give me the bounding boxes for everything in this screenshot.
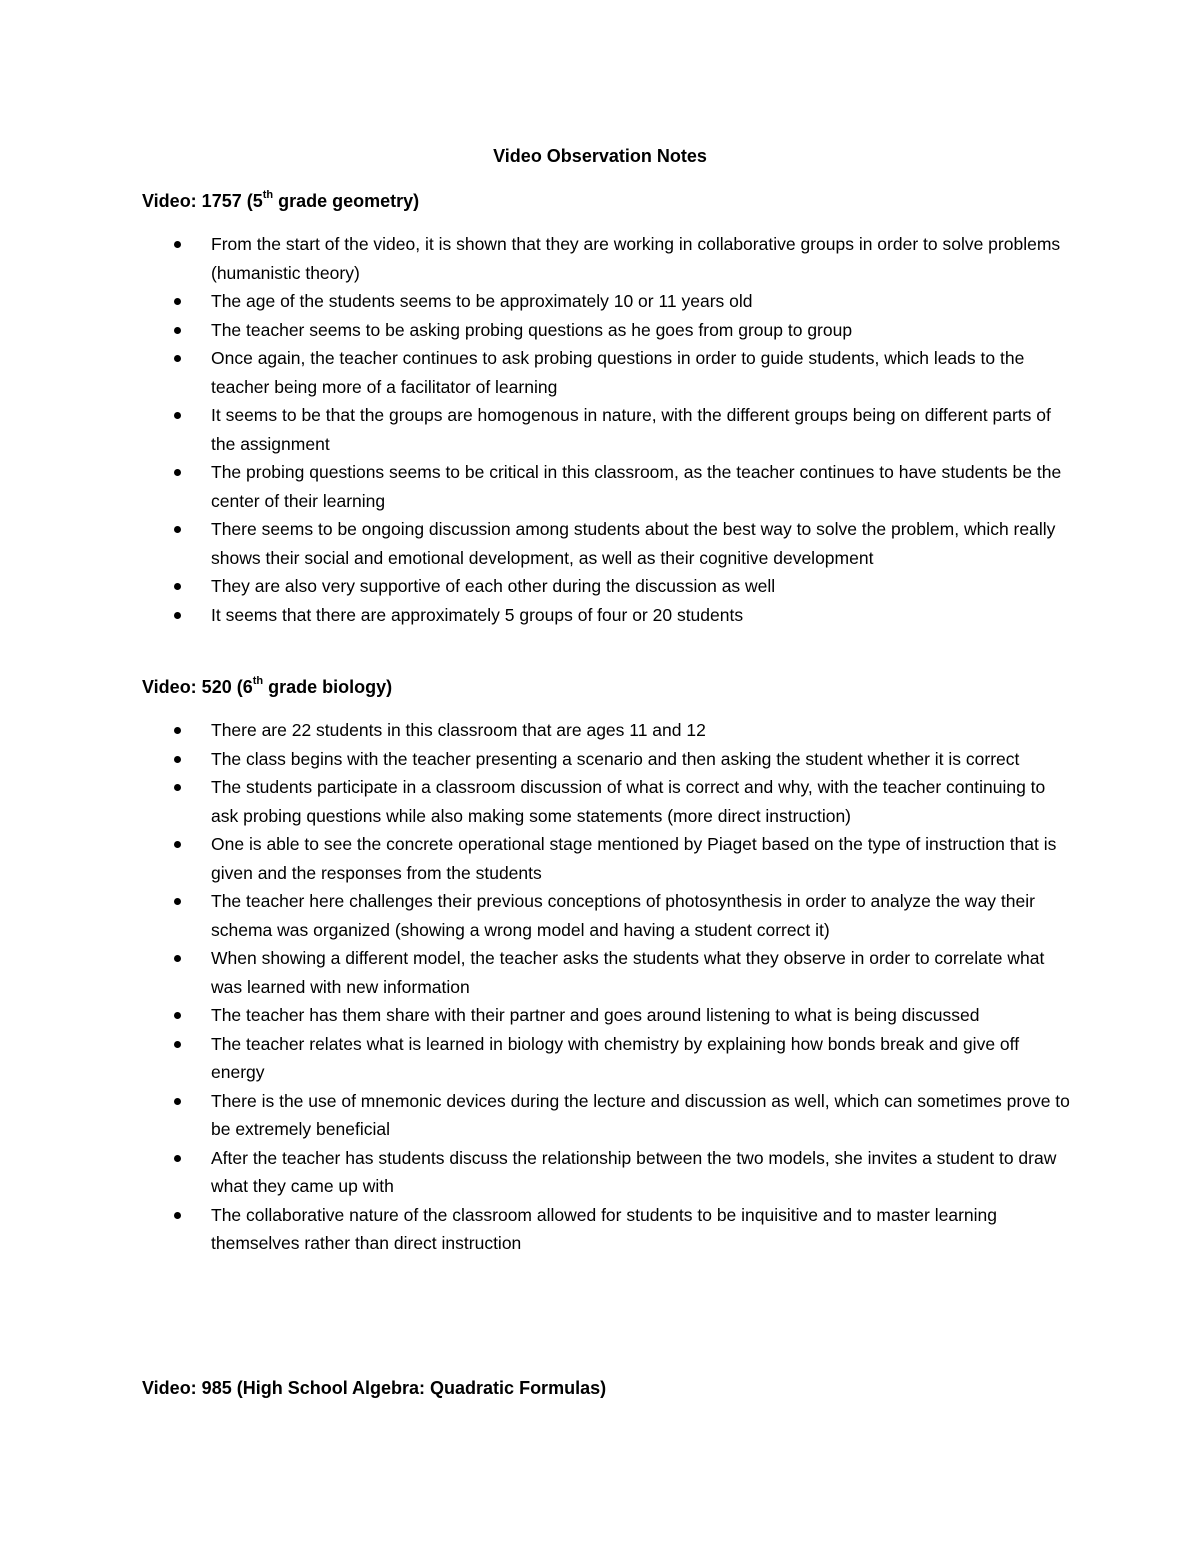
bullet-icon <box>174 469 181 476</box>
section-heading-text: Video: 985 (High School Algebra: Quadratic Formulas) <box>142 1378 607 1398</box>
bullet-icon <box>174 1098 181 1105</box>
bullet-icon <box>174 526 181 533</box>
bullet-text: There seems to be ongoing discussion among students about the best way to solve the problem, which really shows their social and emotional development, as well as their cognitive development <box>211 519 1056 568</box>
bullet-item <box>0 401 1200 458</box>
bullet-item <box>0 1030 1200 1087</box>
bullet-icon <box>174 1012 181 1019</box>
bullet-icon <box>174 298 181 305</box>
bullet-icon <box>174 898 181 905</box>
bullet-item <box>0 458 1200 515</box>
bullet-icon <box>174 1212 181 1219</box>
bullet-item <box>0 1087 1200 1144</box>
bullet-icon <box>174 1041 181 1048</box>
section-heading-text: Video: 520 (6 <box>142 677 253 697</box>
bullet-item <box>0 344 1200 401</box>
bullet-text: One is able to see the concrete operational stage mentioned by Piaget based on the type of instruction that is given and the responses from the students <box>211 834 1057 883</box>
bullet-text: The probing questions seems to be critical in this classroom, as the teacher continues to have students be the center of their learning <box>211 462 1062 511</box>
bullet-item <box>0 230 1200 287</box>
section-heading-video-985 <box>142 1375 606 1401</box>
bullet-text: There are 22 students in this classroom that are ages 11 and 12 <box>211 720 706 740</box>
bullet-item <box>0 887 1200 944</box>
bullet-item <box>0 944 1200 1001</box>
bullet-icon <box>174 355 181 362</box>
bullet-text: There is the use of mnemonic devices during the lecture and discussion as well, which can sometimes prove to be extremely beneficial <box>211 1090 1070 1139</box>
bullet-text: From the start of the video, it is shown that they are working in collaborative groups in order to solve problems (humanistic theory) <box>211 234 1061 283</box>
bullet-text: The teacher here challenges their previous conceptions of photosynthesis in order to analyze the way their schema was organized (showing a wrong model and having a student correct it) <box>211 891 1035 940</box>
section-heading-text: grade biology) <box>263 677 393 697</box>
bullet-item <box>0 1144 1200 1201</box>
bullet-text: The collaborative nature of the classroom allowed for students to be inquisitive and to master learning themselves rather than direct instruction <box>211 1204 997 1253</box>
bullet-text: After the teacher has students discuss the relationship between the two models, she invites a student to draw what they came up with <box>211 1147 1057 1196</box>
bullet-item <box>0 830 1200 887</box>
bullet-icon <box>174 612 181 619</box>
bullet-icon <box>174 327 181 334</box>
bullet-text: The teacher has them share with their partner and goes around listening to what is being discussed <box>211 1005 980 1025</box>
bullet-text: It seems to be that the groups are homogenous in nature, with the different groups being on different parts of the assignment <box>211 405 1051 454</box>
bullet-text: Once again, the teacher continues to ask probing questions in order to guide students, which leads to the teacher being more of a facilitator of learning <box>211 348 1025 397</box>
bullet-item <box>0 716 1200 745</box>
bullet-item <box>0 773 1200 830</box>
bullet-text: The students participate in a classroom discussion of what is correct and why, with the teacher continuing to ask probing questions while also making some statements (more direct instruction) <box>211 777 1046 826</box>
bullet-list-video-520 <box>0 716 1200 1258</box>
bullet-item <box>0 745 1200 774</box>
bullet-text: It seems that there are approximately 5 groups of four or 20 students <box>211 604 744 625</box>
bullet-text: The teacher seems to be asking probing questions as he goes from group to group <box>211 319 853 340</box>
section-heading-ordinal: th <box>262 189 274 201</box>
bullet-item <box>0 601 1200 630</box>
bullet-item <box>0 1201 1200 1258</box>
bullet-icon <box>174 583 181 590</box>
section-heading-ordinal: th <box>252 675 264 687</box>
bullet-icon <box>174 756 181 763</box>
section-heading-video-520 <box>142 674 392 700</box>
bullet-icon <box>174 412 181 419</box>
bullet-text: The teacher relates what is learned in biology with chemistry by explaining how bonds break and give off energy <box>211 1033 1020 1082</box>
bullet-icon <box>174 1155 181 1162</box>
section-heading-text: Video: 1757 (5 <box>142 191 263 211</box>
bullet-item <box>0 1001 1200 1030</box>
bullet-item <box>0 316 1200 345</box>
section-heading-video-1757 <box>142 188 419 214</box>
bullet-list-video-1757 <box>0 230 1200 629</box>
bullet-icon <box>174 955 181 962</box>
bullet-icon <box>174 841 181 848</box>
bullet-text: The age of the students seems to be approximately 10 or 11 years old <box>211 291 753 311</box>
document-title: Video Observation Notes <box>493 146 707 166</box>
bullet-icon <box>174 241 181 248</box>
bullet-text: They are also very supportive of each other during the discussion as well <box>211 576 776 596</box>
bullet-text: The class begins with the teacher presenting a scenario and then asking the student whether it is correct <box>211 748 1020 769</box>
bullet-icon <box>174 784 181 791</box>
bullet-item <box>0 515 1200 572</box>
bullet-icon <box>174 727 181 734</box>
bullet-item <box>0 287 1200 316</box>
bullet-item <box>0 572 1200 601</box>
section-heading-text: grade geometry) <box>273 191 420 211</box>
bullet-text: When showing a different model, the teacher asks the students what they observe in order to correlate what was learned with new information <box>211 948 1045 997</box>
